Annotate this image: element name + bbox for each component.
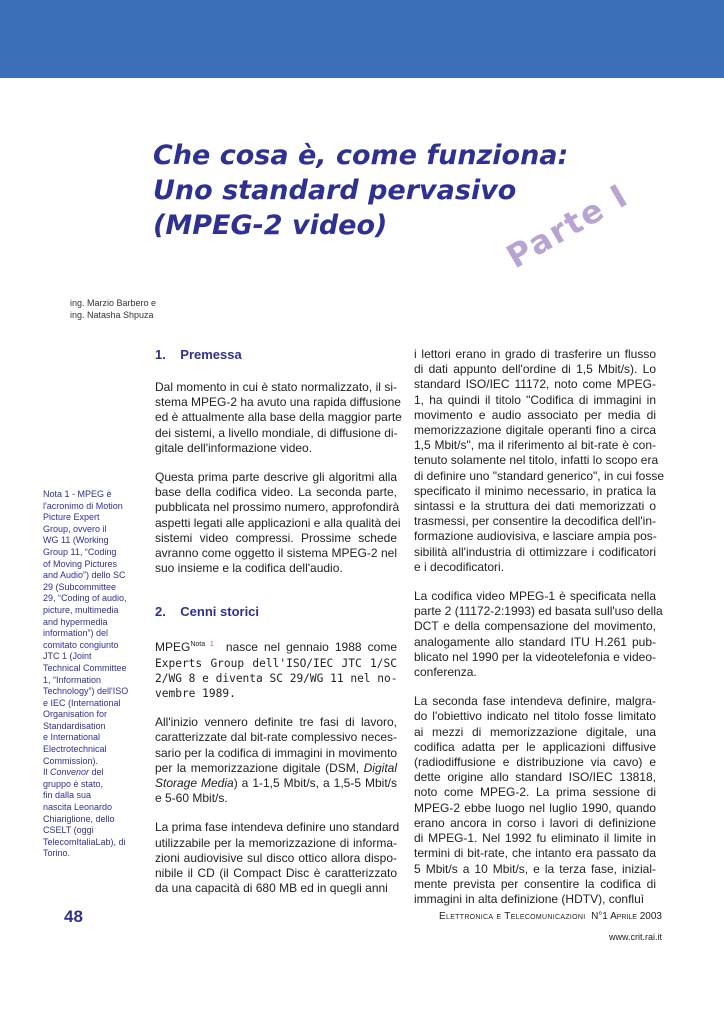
paragraph: [155, 637, 397, 701]
text-line: movimento e audio associato per media di: [414, 407, 656, 422]
italic-term: Storage Media: [155, 776, 234, 791]
text-line: i lettori erano in grado di trasferire un flusso: [414, 347, 656, 361]
text-line: e i decodificatori.: [414, 559, 505, 574]
text-line: conferenza.: [414, 665, 477, 680]
text-line: codifica adatta per le applicazioni diffusive: [414, 739, 656, 754]
note-line: e International: [43, 732, 101, 743]
text-line: gitale dell'informazione video.: [155, 440, 313, 455]
author-line: ing. Marzio Barbero e: [70, 298, 157, 308]
text-line: di MPEG-1. Nel 1992 fu eliminato il limite in: [414, 831, 656, 846]
text-line: La prima fase intendeva definire uno standard: [155, 820, 400, 835]
text-line: 5 Mbit/s a 10 Mbit/s, e la terza fase, inizial-: [414, 861, 656, 876]
paragraph: [155, 715, 397, 806]
journal-name: Elettronica e Telecomunicazioni: [439, 911, 586, 922]
note-line: and Audio”) dello SC: [43, 570, 126, 581]
text-line: blicato nel 1990 per la videotelefonia e video-: [414, 649, 656, 664]
text-line: dei sistemi, a livello mondiale, di diffusione di-: [155, 425, 398, 440]
paragraph: [155, 820, 400, 896]
text-line: immagini in alta definizione (HDTV), confluì: [414, 891, 645, 906]
note-line: nascita Leonardo: [43, 802, 113, 813]
footer-url[interactable]: www.crit.rai.it: [608, 932, 662, 942]
italic-term: Convenor: [50, 767, 90, 778]
text-line: [155, 637, 397, 655]
footer: [439, 910, 662, 944]
text-line: Experts Group dell'ISO/IEC JTC 1/SC: [155, 656, 397, 670]
paragraph: [155, 380, 402, 456]
text-line: standard ISO/IEC 11172, noto come MPEG-: [414, 377, 656, 392]
text-line: vembre 1989.: [155, 687, 236, 701]
text-line: mente prevista per consentire la codifica di: [414, 876, 656, 891]
paragraph: [155, 470, 401, 576]
note-line: Commission).: [43, 755, 99, 766]
title-line: Uno standard pervasivo: [153, 175, 517, 206]
text-line: erano ancora in corso i lavori di definizione: [414, 815, 656, 830]
section-heading-premessa: 1. Premessa: [155, 347, 242, 362]
mpeg-term: MPEG: [155, 640, 191, 655]
text-line: per la memorizzazione digitale (DSM, Digital: [155, 760, 397, 775]
note-line: Standardisation: [43, 720, 106, 731]
part-label: Parte I: [500, 175, 636, 276]
author-line: ing. Natasha Shpuza: [70, 310, 154, 320]
note-line: information”) del: [43, 628, 109, 639]
paragraph: [414, 589, 663, 680]
section-heading-cenni-storici: 2. Cenni storici: [155, 604, 260, 620]
note-line: Technical Committee: [43, 662, 127, 673]
text-line: tenuto solamente nel titolo, infatti lo scopo era: [414, 453, 659, 468]
text-line: zioni audiovisive sul disco ottico allora dispo-: [155, 850, 397, 865]
issue-info: N°1 Aprile 2003: [591, 911, 662, 922]
note-line: Chiariglione, dello: [43, 813, 115, 824]
text-line: dette origine allo standard ISO/IEC 13818,: [414, 770, 656, 785]
note-line: Electrotechnical: [43, 744, 107, 755]
text-line: sibilità all'industria di ottimizzare i codificatori: [414, 544, 656, 559]
text-line: formazione audiovisiva, e lasciare ampia pos-: [414, 529, 657, 544]
text-line: 1,5 Mbit/s", ma il riferimento al bit-rate è con-: [414, 438, 656, 453]
note-line: Picture Expert: [43, 512, 100, 523]
paragraph: [414, 694, 656, 907]
text-line: suo insieme e la codifica dell'audio.: [155, 561, 343, 576]
paragraph: [414, 347, 665, 575]
note-line: Il Convenor del: [43, 767, 104, 778]
text-line: memorizzazione digitale operanti fino a circa: [414, 423, 656, 438]
note-line: 29 (Subcommittee: [43, 581, 117, 592]
text-line: La seconda fase intendeva definire, malgra-: [414, 694, 656, 709]
text-line: Questa prima parte descrive gli algoritmi alla: [155, 470, 397, 485]
text-line: MPEG-2 ebbe luogo nel luglio 1990, quando: [414, 800, 656, 815]
note-reference[interactable]: [190, 641, 213, 648]
note-line: 1, “Information: [43, 674, 102, 685]
mono-text: [155, 656, 397, 702]
note-line: Group, ovvero il: [43, 523, 107, 534]
note-line: WG 11 (Working: [43, 535, 109, 546]
note-line: Technology”) dell'ISO: [43, 686, 129, 697]
text-line: stema MPEG-2 ha avuto una rapida diffusione: [155, 395, 401, 410]
left-column: [155, 347, 402, 896]
note-number: 1: [209, 641, 214, 649]
note-line: Organisation for: [43, 709, 108, 720]
text-line: All'inizio vennero definite tre fasi di lavoro,: [155, 715, 397, 730]
italic-term: Digital: [363, 760, 397, 775]
title-line: Che cosa è, come funziona:: [153, 140, 569, 171]
note-line: picture, multimedia: [43, 604, 119, 615]
text-line: pubblicata nel prossimo numero, approfondirà: [155, 500, 400, 515]
text-line: sistemi video compressi. Prossime schede: [155, 530, 397, 545]
authors: [70, 297, 156, 321]
text-fragment: nasce nel gennaio 1988 come: [213, 640, 397, 655]
note-line: TelecomItaliaLab), di: [43, 836, 126, 847]
text-line: DCT e della compensazione del movimento,: [414, 619, 656, 634]
note-line: and hypermedia: [43, 616, 108, 627]
note-line: of Moving Pictures: [43, 558, 118, 569]
page-number: 48: [64, 907, 83, 926]
text-line: parte 2 (11172-2:1993) ed basata sull'uso della: [414, 604, 663, 619]
note-line: Nota 1 - MPEG è: [43, 489, 112, 499]
text-line: base della codifica video. La seconda parte,: [155, 485, 397, 500]
text-line: analogamente allo standard ITU H.261 pub-: [414, 634, 656, 649]
note-line: e IEC (International: [43, 697, 121, 708]
text-line: 2/WG 8 e diventa SC 29/WG 11 nel no-: [155, 671, 398, 685]
text-line: termini di bit-rate, che intanto era passato da: [414, 846, 656, 861]
text-line: (radiodiffusione e distribuzione via cavo) e: [414, 755, 656, 770]
text-line: avranno come oggetto il sistema MPEG-2 nel: [155, 546, 397, 561]
text-line: noto come MPEG-2. La prima sessione di: [414, 785, 656, 800]
note-line: JTC 1 (Joint: [43, 651, 92, 662]
text-line: sario per la codifica di immagini in movimento: [155, 745, 398, 760]
text-line: Storage Media) a 1-1,5 Mbit/s, a 1,5-5 Mbit/s: [155, 776, 397, 791]
text-line: specificato il minimo necessario, in pratica la: [414, 483, 656, 498]
text-line: di dati appunto dell'ordine di 1,5 Mbit/s). Lo: [414, 362, 656, 377]
text-line: da una capacità di 680 MB ed in quegli anni: [155, 881, 388, 896]
text-line: e 5-60 Mbit/s.: [155, 791, 228, 806]
text-line: ed è attualmente alla base della maggior parte: [155, 410, 402, 425]
text-line: sintassi e la struttura dei dati memorizzati o: [414, 499, 656, 514]
text-line: Dal momento in cui è stato normalizzato, il si-: [155, 380, 397, 394]
right-column: [414, 347, 665, 907]
text-line: ai mezzi di memorizzazione digitale, una: [414, 724, 656, 739]
note-line: fin dalla sua: [43, 790, 92, 801]
title-line: (MPEG-2 video): [153, 210, 388, 241]
note-line: gruppo è stato,: [43, 778, 104, 789]
note-line: l'acronimo di Motion: [43, 500, 123, 511]
note-line: comitato congiunto: [43, 639, 119, 650]
text-line: utilizzabile per la memorizzazione di informa-: [155, 835, 397, 850]
note-label: Nota: [190, 641, 206, 649]
text-line: 1, ha quindi il titolo "Codifica di immagini in: [414, 392, 656, 407]
note-line: 29, “Coding of audio,: [43, 593, 127, 604]
side-note: [43, 489, 143, 860]
text-line: trasmessi, per consentire la decodifica dell'in-: [414, 514, 656, 529]
text-line: caratterizzate dal bit-rate complessivo neces-: [155, 730, 397, 745]
top-banner: [0, 0, 724, 78]
text-line: nibile il CD (il Compact Disc è caratterizzato: [155, 866, 397, 881]
text-line: di definire uno "standard generico", in cui fosse: [414, 468, 665, 483]
text-line: do l'obiettivo indicato nel titolo fosse limitato: [414, 709, 656, 724]
note-line: Group 11, “Coding: [43, 546, 117, 557]
text-line: La codifica video MPEG-1 è specificata nella: [414, 589, 656, 604]
text-line: aspetti legati alle applicazioni e alla qualità dei: [155, 515, 401, 530]
note-line: Torino.: [43, 848, 71, 859]
note-line: CSELT (oggi: [43, 825, 94, 836]
